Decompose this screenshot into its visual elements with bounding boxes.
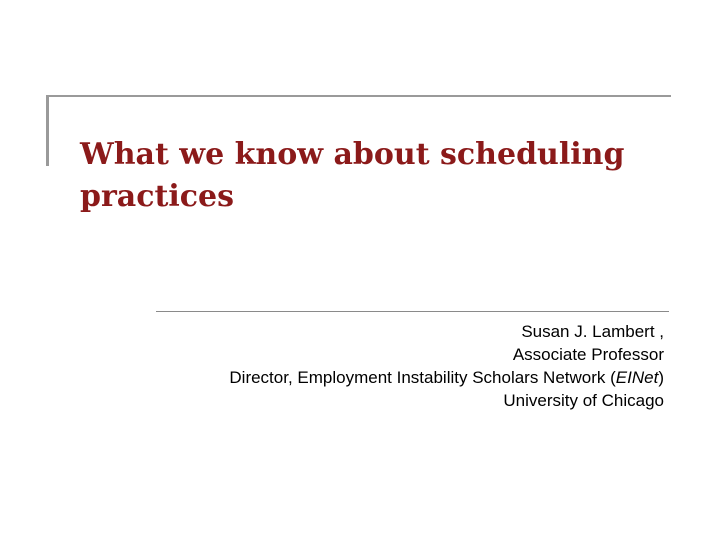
- slide-title: What we know about scheduling practices: [80, 137, 625, 214]
- author-institution: University of Chicago: [503, 391, 664, 410]
- director-suffix: ): [658, 368, 664, 387]
- author-position: Associate Professor: [512, 345, 664, 364]
- director-abbrev: EINet: [615, 368, 659, 387]
- director-prefix: Director, Employment Instability Scholars Network (: [229, 368, 616, 387]
- author-name: Susan J. Lambert ,: [521, 322, 664, 341]
- subtitle-rule: [156, 311, 669, 312]
- title-left-rule: [46, 95, 49, 166]
- title-top-rule: [48, 95, 671, 97]
- author-director-line: [104, 366, 664, 389]
- author-block: [104, 320, 664, 412]
